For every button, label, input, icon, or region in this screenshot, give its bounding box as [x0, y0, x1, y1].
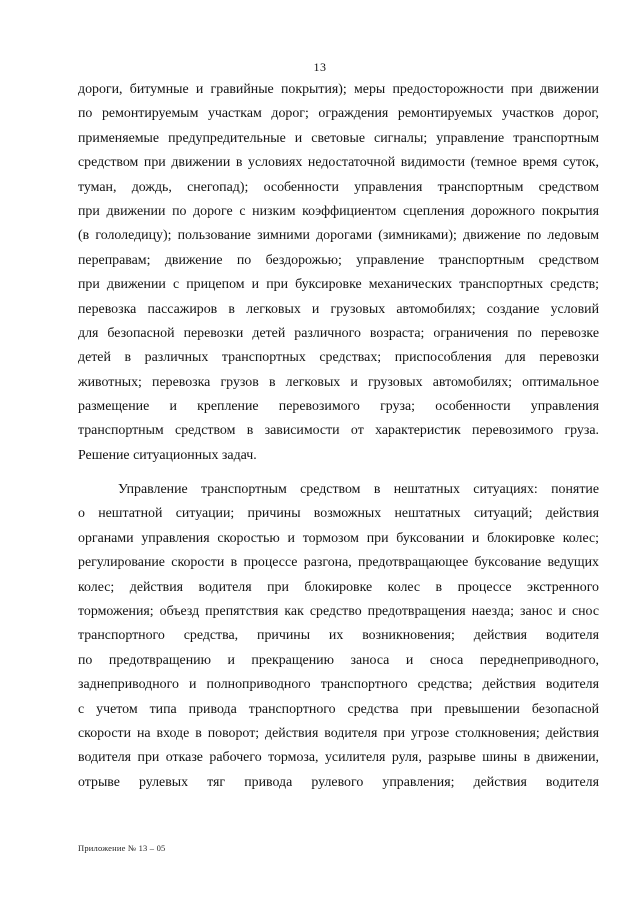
- text-line: размещение и крепление перевозимого груза; особенности управления: [78, 399, 599, 415]
- page-number: 13: [313, 60, 327, 74]
- text-line: переправам; движение по бездорожью; управление транспортным средством: [78, 252, 599, 268]
- text-line: транспортным средством в зависимости от характеристик перевозимого груза.: [78, 423, 599, 439]
- text-line: при движении с прицепом и при буксировке механических транспортных средств;: [78, 277, 599, 293]
- text-line: скорости на входе в поворот; действия водителя при угрозе столкновения; действия: [78, 725, 599, 741]
- text-line: животных; перевозка грузов в легковых и грузовых автомобилях; оптимальное: [78, 374, 599, 390]
- text-line: органами управления скоростью и тормозом при буксовании и блокировке колес;: [78, 530, 599, 546]
- text-line: с учетом типа привода транспортного средства при превышении безопасной: [78, 701, 599, 717]
- paragraph-2: [78, 478, 599, 795]
- text-line: при движении по дороге с низким коэффициентом сцепления дорожного покрытия: [78, 203, 599, 219]
- paragraph-1: [78, 78, 599, 468]
- text-line: средством при движении в условиях недостаточной видимости (темное время суток,: [78, 155, 599, 171]
- text-line: туман, дождь, снегопад); особенности управления транспортным средством: [78, 179, 599, 195]
- text-line: применяемые предупредительные и световые сигналы; управление транспортным: [78, 130, 599, 146]
- text-line: колес; действия водителя при блокировке колес в процессе экстренного: [78, 579, 599, 595]
- text-line: о нештатной ситуации; причины возможных нештатных ситуаций; действия: [78, 506, 599, 522]
- text-line: по ремонтируемым участкам дорог; ограждения ремонтируемых участков дорог,: [78, 106, 599, 122]
- text-line: отрыве рулевых тяг привода рулевого управления; действия водителя: [78, 774, 599, 790]
- text-line: торможения; объезд препятствия как средство предотвращения наезда; занос и снос: [78, 603, 599, 619]
- text-line: дороги, битумные и гравийные покрытия); меры предосторожности при движении: [78, 82, 599, 97]
- text-line: перевозка пассажиров в легковых и грузовых автомобилях; создание условий: [78, 301, 599, 317]
- text-line: транспортного средства, причины их возникновения; действия водителя: [78, 628, 599, 644]
- text-line: по предотвращению и прекращению заноса и сноса переднеприводного,: [78, 652, 599, 668]
- text-line: регулирование скорости в процессе разгона, предотвращающее буксование ведущих: [78, 555, 599, 571]
- text-line: детей в различных транспортных средствах; приспособления для перевозки: [78, 350, 599, 366]
- text-line: заднеприводного и полноприводного транспортного средства; действия водителя: [78, 677, 599, 693]
- text-line: водителя при отказе рабочего тормоза, усилителя руля, разрыве шины в движении,: [78, 750, 599, 766]
- text-line: для безопасной перевозки детей различного возраста; ограничения по перевозке: [78, 325, 599, 341]
- text-line: Решение ситуационных задач.: [78, 447, 257, 463]
- text-line: (в гололедицу); пользование зимними дорогами (зимниками); движение по ледовым: [78, 228, 599, 244]
- text-line: Управление транспортным средством в нештатных ситуациях: понятие: [118, 482, 599, 497]
- footer-note: Приложение № 13 – 05: [78, 843, 166, 853]
